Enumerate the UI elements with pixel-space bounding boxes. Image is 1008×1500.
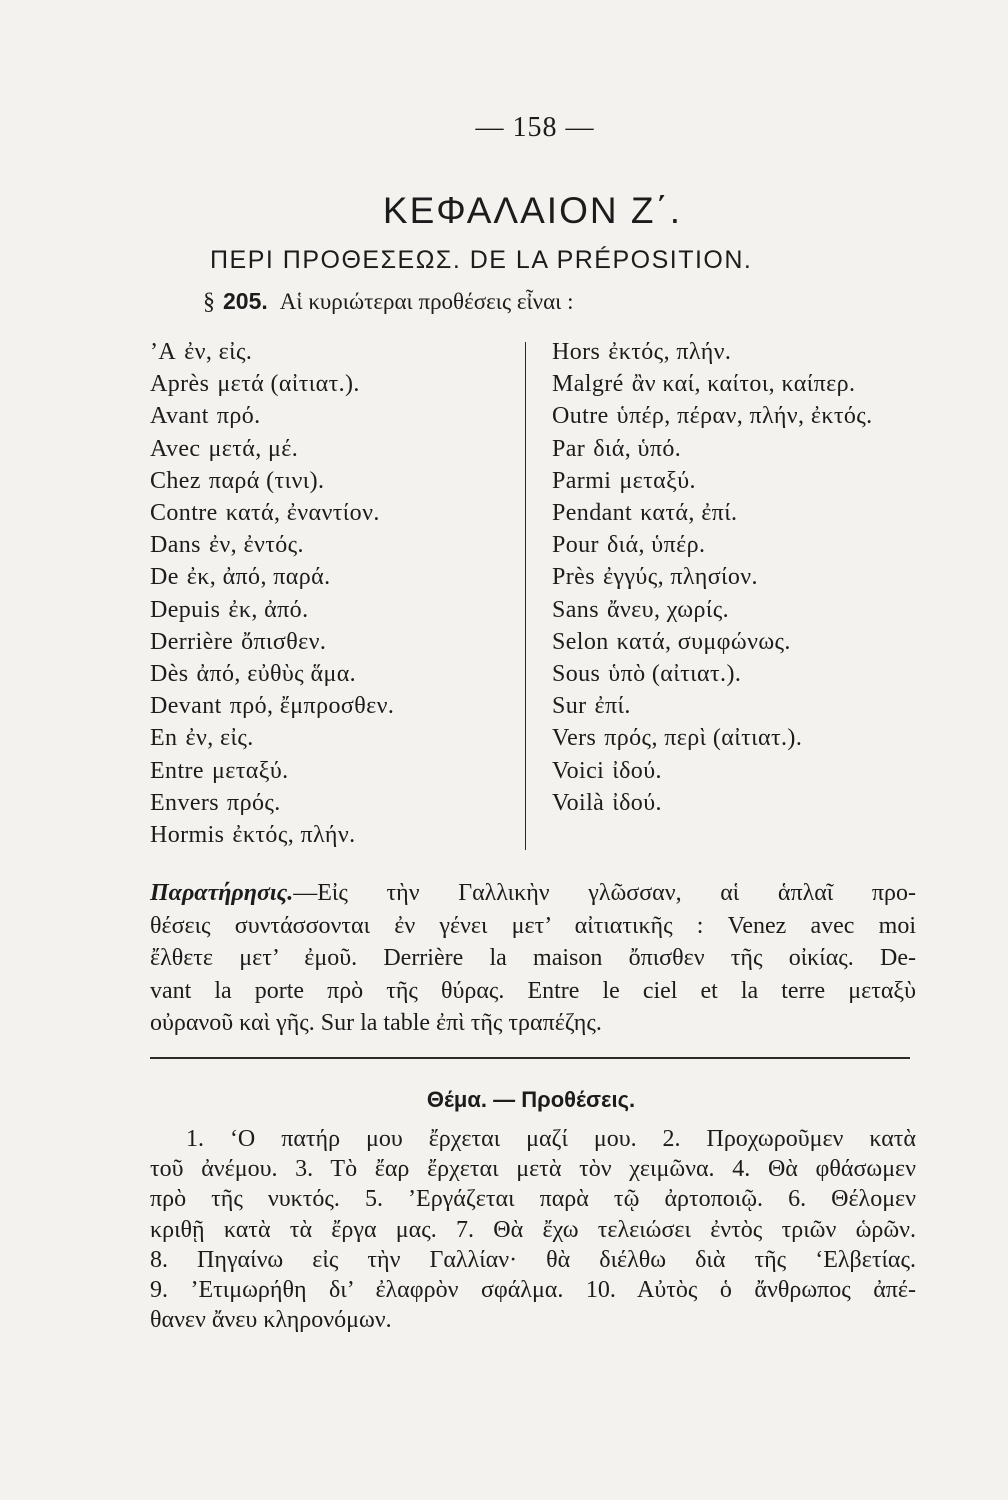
french-preposition: Après [150,371,210,398]
preposition-list-left [150,336,394,851]
preposition-list-right [552,336,873,819]
french-preposition: Selon [552,628,609,655]
greek-equivalent: κατά, ἐπί. [640,500,738,527]
exercise-line: κριθῇ κατὰ τὰ ἔργα μας. 7. Θὰ ἔχω τελειώσει ἐντὸς τριῶν ὡρῶν. [150,1216,916,1243]
exercise-line: 8. Πηγαίνω εἰς τὴν Γαλλίαν· θὰ διέλθω διὰ τῆς ‘Ελβετίας. [150,1246,916,1273]
exercise-line: πρὸ τῆς νυκτός. 5. ’Εργάζεται παρὰ τῷ ἀρτοποιῷ. 6. Θέλομεν [150,1186,916,1213]
greek-equivalent: ἐκ, ἀπό. [228,596,309,623]
note-line: θέσεις συντάσσονται ἐν γένει μετ’ αἰτιατικῆς : Venez avec moi [150,912,916,939]
greek-equivalent: ἐν, εἰς. [184,339,253,365]
greek-equivalent: πρός. [227,789,281,816]
greek-equivalent: μεταξύ. [211,757,289,784]
french-preposition: Sans [552,596,599,623]
preposition-entry [552,561,873,593]
preposition-entry [552,626,873,658]
greek-equivalent: ὑπέρ, πέραν, πλήν, ἐκτός. [616,403,873,430]
section-intro [203,288,803,316]
greek-equivalent: ἐν, ἐντός. [208,532,304,559]
preposition-entry [150,368,394,400]
chapter-subtitle: ΠΕΡΙ ΠΡΟΘΕΣΕΩΣ. DE LA PRÉPOSITION. [210,246,753,274]
preposition-entry [552,400,873,432]
greek-equivalent: διά, ὑπό. [593,435,682,462]
preposition-entry [150,561,394,593]
preposition-entry [150,722,394,754]
note-line: ἔλθετε μετ’ ἐμοῦ. Derrière la maison ὄπισθεν τῆς οἰκίας. De- [150,945,916,971]
french-preposition: Devant [150,693,222,720]
preposition-entry [552,497,873,529]
exercise-line: 1. ‘Ο πατήρ μου ἔρχεται μαζί μου. 2. Προχωροῦμεν κατὰ [186,1126,916,1152]
preposition-entry [150,755,394,787]
preposition-entry [150,465,394,497]
greek-equivalent: ἰδού. [612,789,662,816]
greek-equivalent: διά, ὑπέρ. [606,532,706,559]
preposition-entry [552,529,873,561]
french-preposition: Dans [150,532,201,559]
french-preposition: Voilà [552,789,605,816]
note-line: vant la porte πρὸ τῆς θύρας. Entre le ciel et la terre μεταξὺ [150,977,916,1004]
page-number: — 158 — [475,112,595,143]
french-preposition: Vers [552,725,597,752]
french-preposition: Voici [552,757,605,784]
preposition-entry [552,690,873,722]
french-preposition: Par [552,435,586,462]
french-preposition: Depuis [150,596,221,623]
french-preposition: Dès [150,661,189,688]
preposition-entry [150,497,394,529]
french-preposition: Près [552,564,595,591]
french-preposition: Avec [150,435,201,462]
preposition-entry [552,787,873,819]
preposition-entry [150,594,394,626]
note-line-text: —Εἰς τὴν Γαλλικὴν γλῶσσαν, αἱ ἁπλαῖ προ- [293,880,916,906]
french-preposition: Hors [552,339,601,365]
greek-equivalent: ἀπό, εὐθὺς ἅμα. [196,661,357,688]
french-preposition: Parmi [552,467,612,494]
section-number: 205. [223,288,268,314]
exercise-paragraph [150,1124,916,1335]
french-preposition: Sous [552,661,601,688]
french-preposition: Outre [552,403,609,430]
exercise-line: τοῦ ἀνέμου. 3. Τὸ ἔαρ ἔρχεται μετὰ τὸν χειμῶνα. 4. Θὰ φθάσωμεν [150,1156,916,1183]
preposition-entry [150,400,394,432]
preposition-entry [150,819,394,851]
preposition-entry [150,529,394,561]
note-line [150,877,916,910]
greek-equivalent: πρό, ἔμπροσθεν. [229,693,395,720]
greek-equivalent: ἐν, εἰς. [185,725,254,752]
french-preposition: De [150,564,179,591]
note-paragraph [150,877,916,1040]
french-preposition: Hormis [150,822,225,849]
column-divider [525,342,526,850]
preposition-entry [150,690,394,722]
french-preposition: Derrière [150,628,234,655]
preposition-entry [150,658,394,690]
greek-equivalent: ἂν καί, καίτοι, καίπερ. [631,371,856,398]
note-heading: Παρατήρησις. [150,880,294,906]
preposition-entry [552,465,873,497]
greek-equivalent: κατά, συμφώνως. [616,628,791,655]
preposition-entry [150,787,394,819]
greek-equivalent: ἐκ, ἀπό, παρά. [186,564,331,591]
greek-equivalent: παρά (τινι). [208,467,325,494]
greek-equivalent: ἰδού. [612,757,662,784]
french-preposition: Entre [150,757,204,784]
preposition-entry [150,626,394,658]
greek-equivalent: μετά, μέ. [208,435,299,462]
greek-equivalent: ἐγγύς, πλησίον. [602,564,758,591]
greek-equivalent: κατά, ἐναντίον. [225,500,380,527]
section-sign: § [203,289,215,315]
preposition-entry [552,336,873,368]
greek-equivalent: μεταξύ. [619,467,696,494]
french-preposition: Pour [552,532,599,559]
greek-equivalent: ἐκτός, πλήν. [608,339,732,365]
preposition-entry [552,368,873,400]
french-preposition: Sur [552,693,587,720]
note-line: οὐρανοῦ καὶ γῆς. Sur la table ἐπὶ τῆς τραπέζης. [150,1010,602,1036]
greek-equivalent: ὑπὸ (αἰτιατ.). [608,661,742,688]
exercise-line: 9. ’Ετιμωρήθη δι’ ἐλαφρὸν σφάλμα. 10. Αὐτὸς ὁ ἄνθρωπος ἀπέ- [150,1277,916,1304]
french-preposition: En [150,725,178,752]
preposition-entry [552,722,873,754]
section-text: Αἱ κυριώτεραι προθέσεις εἶναι : [279,289,574,314]
greek-equivalent: ἄνευ, χωρίς. [606,596,729,623]
chapter-title: ΚΕΦΑΛΑΙΟΝ Ζ΄. [382,190,683,231]
french-preposition: Avant [150,403,209,430]
preposition-entry [552,594,873,626]
greek-equivalent: ὄπισθεν. [241,628,327,655]
french-preposition: Envers [150,789,220,816]
greek-equivalent: πρό. [216,403,261,430]
french-preposition: Contre [150,500,218,527]
greek-equivalent: ἐπί. [594,693,631,720]
french-preposition: ’A [150,339,177,365]
greek-equivalent: πρός, περὶ (αἰτιατ.). [604,725,803,752]
exercise-line: θανεν ἄνευ κληρονόμων. [150,1307,392,1334]
preposition-entry [552,658,873,690]
preposition-entry [552,433,873,465]
french-preposition: Malgré [552,371,624,398]
french-preposition: Pendant [552,500,633,527]
french-preposition: Chez [150,467,201,494]
preposition-entry [552,755,873,787]
section-divider [150,1057,910,1059]
greek-equivalent: ἐκτός, πλήν. [232,822,356,849]
greek-equivalent: μετά (αἰτιατ.). [217,371,360,398]
preposition-entry [150,433,394,465]
exercise-heading: Θέμα. — Προθέσεις. [426,1087,636,1112]
preposition-entry [150,336,394,368]
